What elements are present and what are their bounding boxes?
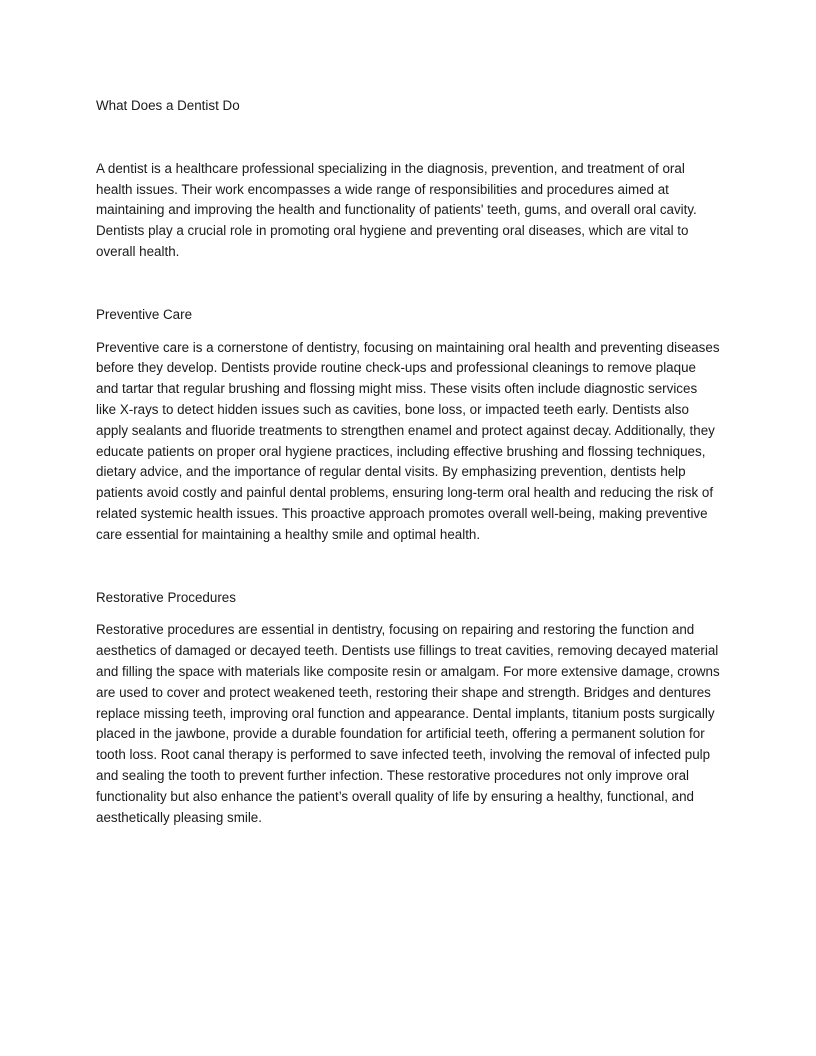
document-title: What Does a Dentist Do [96,98,240,113]
section-heading-restorative-procedures: Restorative Procedures [96,589,236,605]
section-body-restorative-procedures: Restorative procedures are essential in dentistry, focusing on repairing and restoring the function and aesthetics of damaged or decayed teeth. Dentists use fillings to treat cavities, removing decayed material and filling the space with materials like composite resin or amalgam. For more extensive damage, crowns are used to cover and protect weakened teeth, restoring their shape and strength. Bridges and dentures replace missing teeth, improving oral function and appearance. Dental implants, titanium posts surgically placed in the jawbone, provide a durable foundation for artificial teeth, offering a permanent solution for tooth loss. Root canal therapy is performed to save infected teeth, involving the removal of infected pulp and sealing the tooth to prevent further infection. These restorative procedures not only improve oral functionality but also enhance the patient’s overall quality of life by ensuring a healthy, functional, and aesthetically pleasing smile. [96,622,720,825]
document-body [96,96,720,828]
section-heading-preventive-care: Preventive Care [96,306,193,322]
section-body-preventive-care: Preventive care is a cornerstone of dentistry, focusing on maintaining oral health and preventing diseases before they develop. Dentists provide routine check-ups and professional cleanings to remove plaque and tartar that regular brushing and flossing might miss. These visits often include diagnostic services like X-rays to detect hidden issues such as cavities, bone loss, or impacted teeth early. Dentists also apply sealants and fluoride treatments to strengthen enamel and protect against decay. Additionally, they educate patients on proper oral hygiene practices, including effective brushing and flossing techniques, dietary advice, and the importance of regular dental visits. By emphasizing prevention, dentists help patients avoid costly and painful dental problems, ensuring long-term oral health and reducing the risk of related systemic health issues. This proactive approach promotes overall well-being, making preventive care essential for maintaining a healthy smile and optimal health. [96,339,720,542]
intro-paragraph: A dentist is a healthcare professional specializing in the diagnosis, prevention, and treatment of oral health issues. Their work encompasses a wide range of responsibilities and procedures aimed at maintaining and improving the health and functionality of patients' teeth, gums, and overall oral cavity. Dentists play a crucial role in promoting oral hygiene and preventing oral diseases, which are vital to overall health. [96,160,697,259]
